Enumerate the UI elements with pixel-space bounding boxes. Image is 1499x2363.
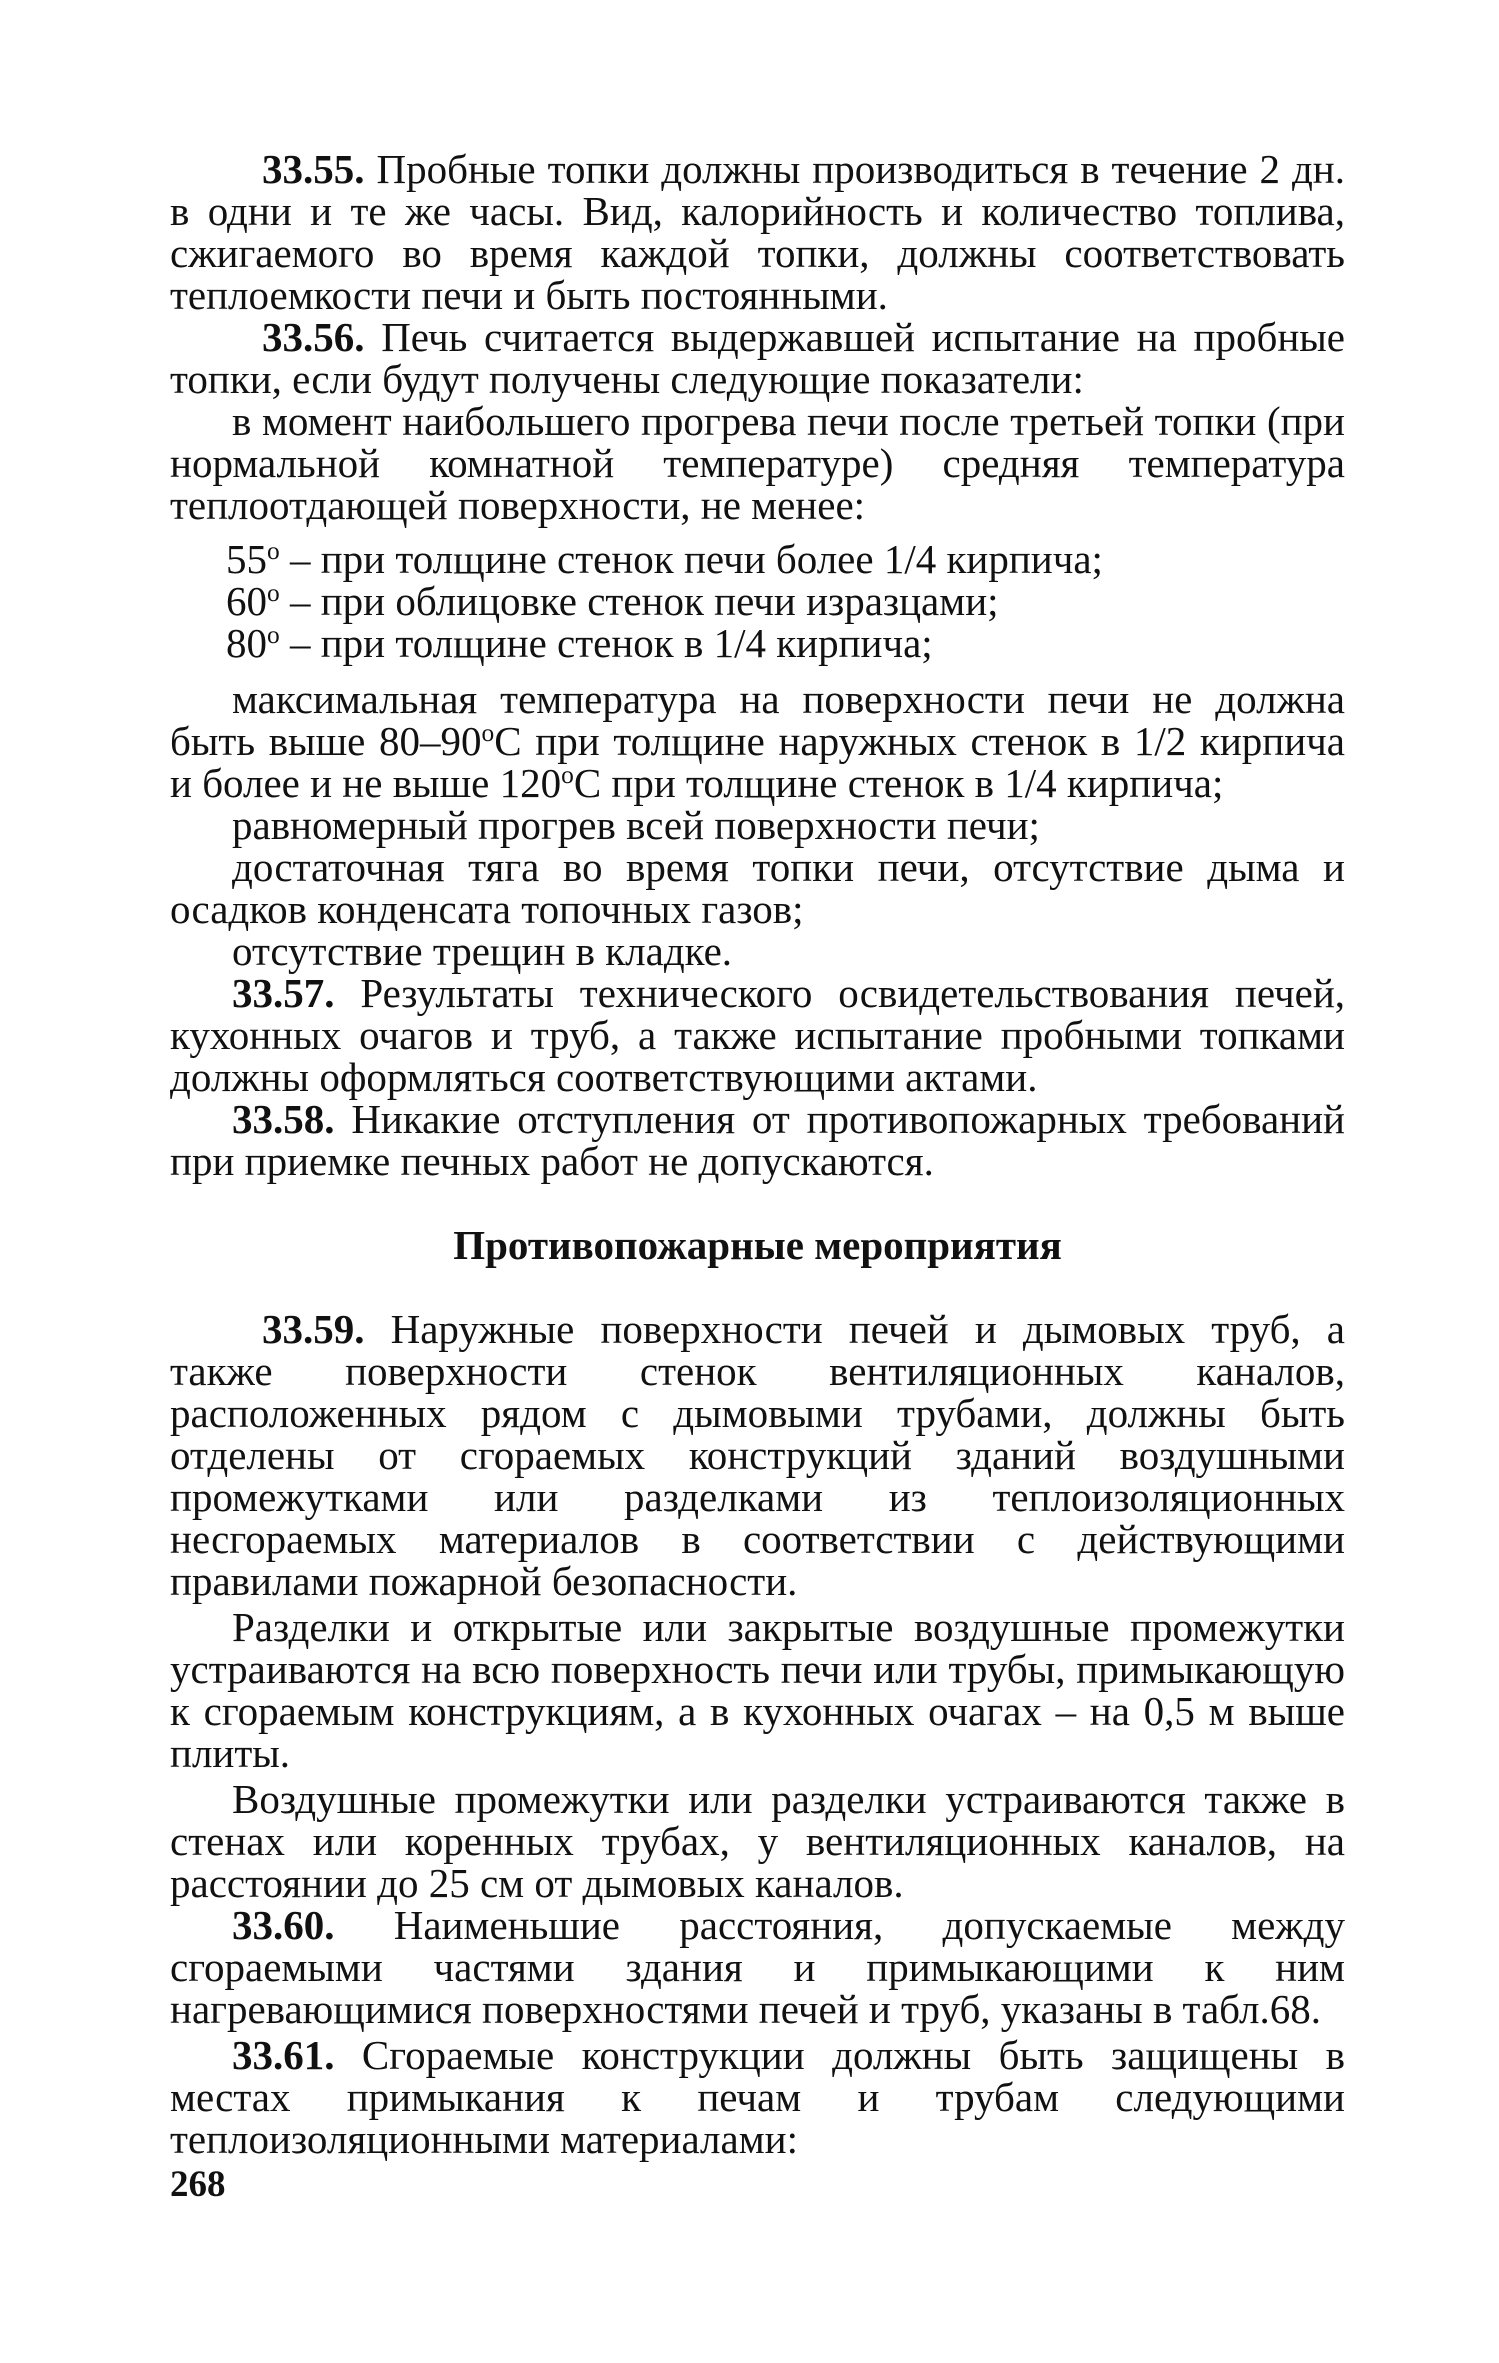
paragraph-33-59-b: Воздушные промежутки или разделки устраиваются также в стенах или коренных трубах, у вентиляционных каналов, на расстоянии до 25 см от дымовых каналов. xyxy=(170,1776,1345,1906)
clause-number: 33.55. xyxy=(262,146,365,192)
paragraph-33-56-criterion-e: отсутствие трещин в кладке. xyxy=(232,928,733,974)
temperature-item: $60^о$ – при облицовке стенок печи изразцами; xyxy=(226,578,999,624)
clause-text: Печь считается выдержавшей испытание на пробные топки, если будут получены следующие показатели: xyxy=(170,314,1346,402)
clause-number: 33.60. xyxy=(232,1902,335,1948)
paragraph-33-55 xyxy=(170,148,1345,316)
clause-text: Наименьшие расстояния, допускаемые между сгораемыми частями здания и примыкающими к ним нагревающимися поверхностями печей и труб, указаны в табл.68. xyxy=(170,1902,1345,2032)
paragraph-33-59 xyxy=(170,1308,1345,1602)
clause-number: 33.58. xyxy=(232,1096,335,1142)
clause-text: Сгораемые конструкции должны быть защищены в местах примыкания к печам и трубам следующими теплоизоляционными материалами: xyxy=(170,2032,1345,2162)
section-heading: Противопожарные мероприятия xyxy=(453,1222,1062,1268)
paragraph-33-56 xyxy=(170,316,1345,400)
clause-number: 33.57. xyxy=(232,970,335,1016)
clause-number: 33.59. xyxy=(262,1306,365,1352)
paragraph-33-61 xyxy=(170,2034,1345,2160)
clause-text: Результаты технического освидетельствования печей, кухонных очагов и труб, а также испытание пробными топками должны оформляться соответствующими актами. xyxy=(170,970,1346,1100)
page-content xyxy=(170,148,1345,2160)
clause-text: Пробные топки должны производиться в течение 2 дн. в одни и те же часы. Вид, калорийность и количество топлива, сжигаемого во время каждой топки, должны соответствовать теплоемкости печи и быть постоянными. xyxy=(170,146,1345,318)
paragraph-33-56-criterion-d: достаточная тяга во время топки печи, отсутствие дыма и осадков конденсата топочных газов; xyxy=(170,844,1345,932)
paragraph-33-56-criterion-b: максимальная температура на поверхности печи не должна быть выше $80-90^оС$ при толщине наружных стенок в 1/2 кирпича и более и не выше $120^оС$ при толщине стенок в 1/4 кирпича; xyxy=(170,676,1345,806)
temperature-item: $55^о$ – при толщине стенок печи более 1/4 кирпича; xyxy=(226,536,1103,582)
paragraph-33-57 xyxy=(170,972,1345,1098)
clause-number: 33.61. xyxy=(232,2032,335,2078)
clause-text: Наружные поверхности печей и дымовых труб, а также поверхности стенок вентиляционных каналов, расположенных рядом с дымовыми трубами, должны быть отделены от сгораемых конструкций зданий воздушными промежутками или разделками из теплоизоляционных несгораемых материалов в соответствии с действующими правилами пожарной безопасности. xyxy=(170,1306,1345,1604)
temperature-list xyxy=(226,538,1345,664)
paragraph-33-56-criterion-c: равномерный прогрев всей поверхности печи; xyxy=(232,802,1040,848)
paragraph-33-58 xyxy=(170,1098,1345,1182)
paragraph-33-59-a: Разделки и открытые или закрытые воздушные промежутки устраиваются на всю поверхность печи или трубы, примыкающую к сгораемым конструкциям, а в кухонных очагах – на 0,5 м выше плиты. xyxy=(170,1604,1345,1776)
clause-text: Никакие отступления от противопожарных требований при приемке печных работ не допускаются. xyxy=(170,1096,1345,1184)
temperature-item: $80^о$ – при толщине стенок в 1/4 кирпича; xyxy=(226,620,933,666)
paragraph-33-56-criterion-a: в момент наибольшего прогрева печи после третьей топки (при нормальной комнатной температуре) средняя температура теплоотдающей поверхности, не менее: xyxy=(170,398,1345,528)
clause-number: 33.56. xyxy=(262,314,365,360)
page-number: 268 xyxy=(170,2164,226,2205)
paragraph-33-60 xyxy=(170,1904,1345,2030)
